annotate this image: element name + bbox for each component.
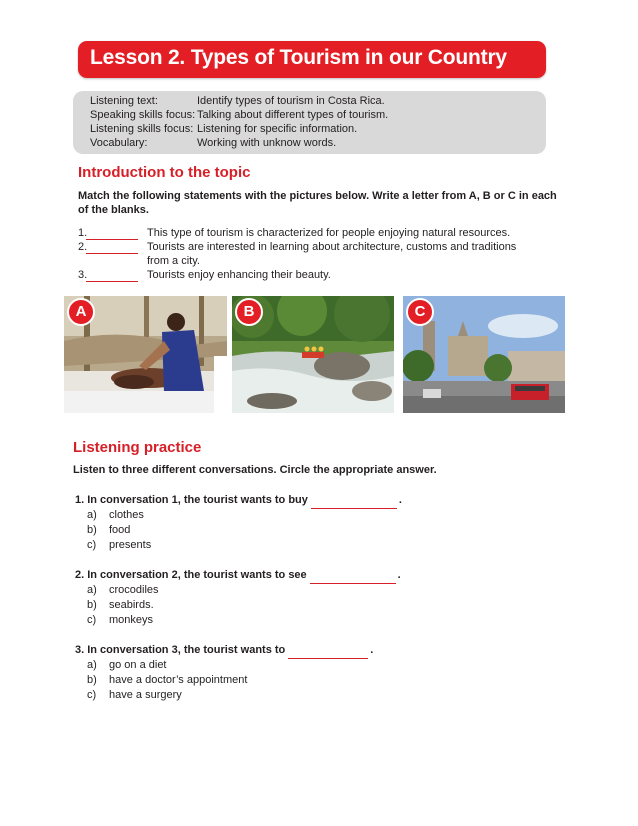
- statement-text: This type of tourism is characterized for people enjoying natural resources.: [147, 227, 511, 239]
- photo-letter-badge: A: [67, 298, 95, 326]
- option-letter: a): [87, 584, 97, 596]
- question-1: [75, 494, 402, 509]
- question-text: 2. In conversation 2, the tourist wants to see: [75, 569, 307, 581]
- info-value: Working with unknow words.: [197, 137, 337, 149]
- info-key: Vocabulary:: [90, 137, 148, 149]
- photo-letter-badge: C: [406, 298, 434, 326]
- option-text: clothes: [109, 509, 144, 521]
- lesson-info-box: [73, 91, 546, 154]
- option-text: crocodiles: [109, 584, 159, 596]
- info-row: [90, 95, 385, 107]
- option-letter: b): [87, 599, 97, 611]
- photo-a: [64, 296, 227, 413]
- option-letter: a): [87, 509, 97, 521]
- info-value: Talking about different types of tourism.: [197, 109, 389, 121]
- info-row: [90, 109, 388, 121]
- option-letter: c): [87, 539, 97, 551]
- answer-blank[interactable]: [86, 239, 138, 240]
- question-text: 3. In conversation 3, the tourist wants to: [75, 644, 286, 656]
- answer-blank[interactable]: [310, 571, 396, 584]
- answer-blank[interactable]: [288, 646, 368, 659]
- option-letter: c): [87, 689, 97, 701]
- option-text: have a doctor’s appointment: [109, 674, 248, 686]
- lesson-title: Lesson 2. Types of Tourism in our Country: [90, 46, 507, 69]
- info-value: Identify types of tourism in Costa Rica.: [197, 95, 385, 107]
- info-key: Listening text:: [90, 95, 158, 107]
- statement-text: Tourists are interested in learning about architecture, customs and traditions: [147, 241, 517, 253]
- lesson-title-bar: [78, 41, 546, 78]
- answer-blank[interactable]: [86, 253, 138, 254]
- option-text: presents: [109, 539, 152, 551]
- option-letter: b): [87, 674, 97, 686]
- statement-number: 1.: [78, 227, 88, 239]
- question-end: .: [397, 569, 401, 581]
- option-letter: a): [87, 659, 97, 671]
- info-key: Listening skills focus:: [90, 123, 194, 135]
- info-row: [90, 123, 357, 135]
- question-end: .: [398, 494, 402, 506]
- listening-instruction: Listen to three different conversations. Circle the appropriate answer.: [73, 464, 437, 476]
- statement-text: Tourists enjoy enhancing their beauty.: [147, 269, 331, 281]
- question-3: [75, 644, 373, 659]
- question-2: [75, 569, 401, 584]
- option-text: have a surgery: [109, 689, 182, 701]
- info-row: [90, 137, 336, 149]
- question-text: 1. In conversation 1, the tourist wants to buy: [75, 494, 308, 506]
- photo-b: [232, 296, 394, 413]
- option-text: seabirds.: [109, 599, 154, 611]
- question-end: .: [370, 644, 374, 656]
- answer-blank[interactable]: [86, 281, 138, 282]
- intro-instruction: Match the following statements with the pictures below. Write a letter from A, B or C in each of the blanks.: [78, 190, 557, 216]
- photo-c: [403, 296, 565, 413]
- info-key: Speaking skills focus:: [90, 109, 196, 121]
- listening-heading: Listening practice: [73, 439, 202, 456]
- option-letter: b): [87, 524, 97, 536]
- intro-heading: Introduction to the topic: [78, 164, 251, 181]
- option-text: go on a diet: [109, 659, 167, 671]
- answer-blank[interactable]: [311, 496, 397, 509]
- info-value: Listening for specific information.: [197, 123, 358, 135]
- statement-text-continued: from a city.: [147, 255, 200, 267]
- photo-letter-badge: B: [235, 298, 263, 326]
- statement-number: 3.: [78, 269, 88, 281]
- option-text: food: [109, 524, 131, 536]
- option-text: monkeys: [109, 614, 154, 626]
- option-letter: c): [87, 614, 97, 626]
- statement-number: 2.: [78, 241, 88, 253]
